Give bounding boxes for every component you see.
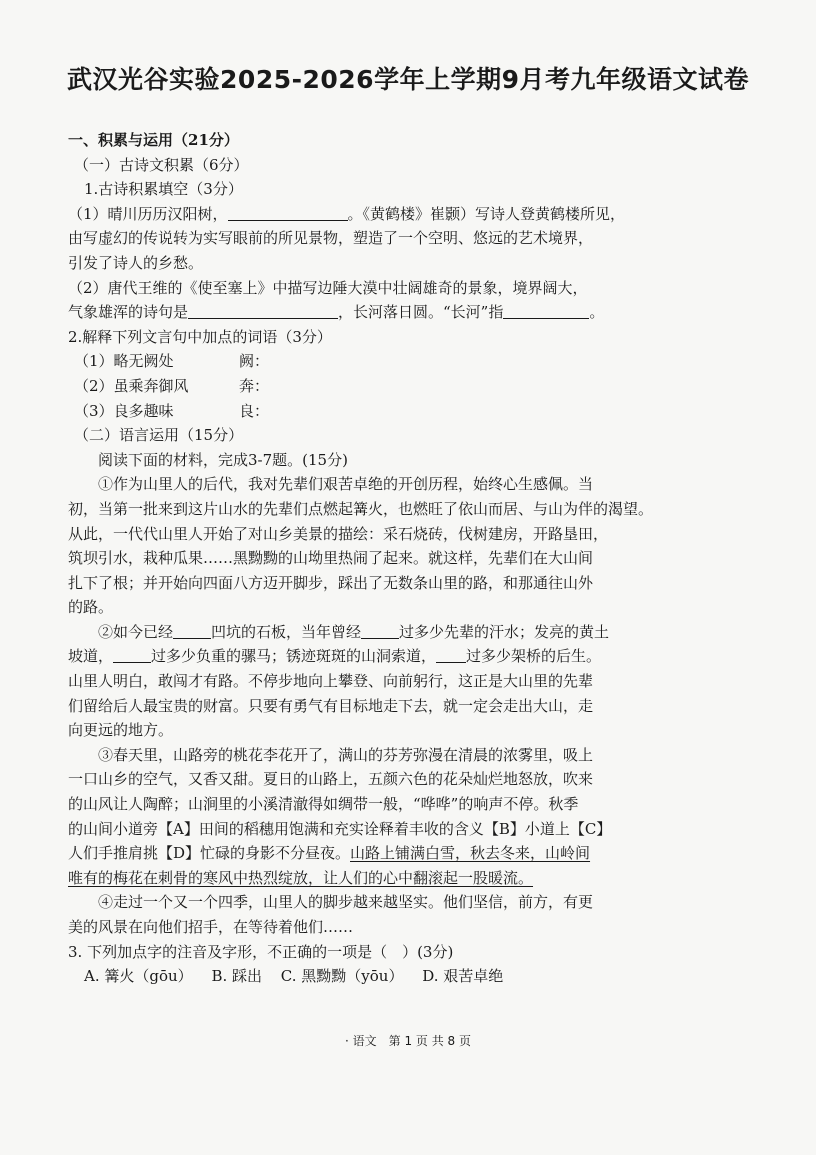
answer-blank[interactable] [173,622,211,639]
question-text: 。《黄鹤楼》崔颢）写诗人登黄鹤楼所见， [347,204,626,223]
word-item-text: （2）虽乘奔御风 [74,376,189,395]
option-a[interactable]: A. 篝火（gōu） [84,967,193,986]
question-heading: 3. 下列加点字的注音及字形，不正确的一项是（ ）(3分) [68,942,454,961]
question-text: 。 [589,303,605,322]
answer-blank[interactable] [436,646,466,663]
answer-blank[interactable] [113,646,151,663]
question-heading: 1.古诗积累填空（3分） [84,180,243,199]
subsection-heading: （二）语言运用（15分） [74,426,244,445]
question-text: 引发了诗人的乡愁。 [68,253,204,272]
passage-line [68,620,748,645]
passage-line: 扎下了根；并开始向四面八方迈开脚步，踩出了无数条山里的路，和那通往山外 [68,573,594,592]
passage-line: 们留给后人最宝贵的财富。只要有勇气有目标地走下去，就一定会走出大山，走 [68,696,594,715]
passage-text: 坡道， [68,647,114,666]
underlined-sentence: 唯有的梅花在刺骨的寒风中热烈绽放，让人们的心中翻滚起一股暖流。 [68,868,534,887]
passage-line: 美的风景在向他们招手，在等待着他们…… [68,918,354,936]
passage-line: 一口山乡的空气，又香又甜。夏日的山路上，五颜六色的花朵灿烂地怒放，吹来 [68,770,594,789]
section-heading: 一、积累与运用（21分） [68,131,239,149]
passage-line: 初，当第一批来到这片山水的先辈们点燃起篝火，也燃旺了依山而居、与山为伴的渴望。 [68,499,654,518]
passage-text: 凹坑的石板，当年曾经 [211,622,362,641]
word-item-label: 阙： [239,352,270,371]
answer-blank[interactable] [228,204,348,221]
answer-blank[interactable] [188,302,338,319]
question-heading: 2.解释下列文言句中加点的词语（3分） [68,327,332,346]
passage-line: ④走过一个又一个四季，山里人的脚步越来越坚实。他们坚信，前方，有更 [98,893,594,912]
question-text: （1）晴川历历汉阳树， [68,204,228,223]
question-text: ，长河落日圆。“长河”指 [338,303,504,322]
passage-text: 过多少负重的骡马；锈迹斑斑的山洞索道， [151,647,437,666]
passage-line: 筑坝引水，栽种瓜果……黑黝黝的山坳里热闹了起来。就这样，先辈们在大山间 [68,549,594,568]
word-item [68,374,748,399]
question-text: （2）唐代王维的《使至塞上》中描写边陲大漠中壮阔雄奇的景象，境界阔大， [68,278,588,297]
word-item [68,399,748,424]
option-d[interactable]: D. 艰苦卓绝 [422,967,504,986]
passage-line: 向更远的地方。 [68,721,174,740]
answer-blank[interactable] [503,302,589,319]
word-item-text: （3）良多趣味 [74,401,174,420]
passage-line: 山里人明白，敢闯才有路。不停步地向上攀登、向前躬行，这正是大山里的先辈 [68,672,594,691]
question-line [68,300,748,325]
passage-line: 的山间小道旁【A】田间的稻穗用饱满和充实诠释着丰收的含义【B】小道上【C】 [68,819,612,838]
reading-instruction: 阅读下面的材料，完成3-7题。(15分) [98,450,348,469]
option-c[interactable]: C. 黑黝黝（yōu） [280,967,404,986]
passage-line: 的山风让人陶醉；山涧里的小溪清澈得如绸带一般，“哗哗”的响声不停。秋季 [68,795,579,814]
option-list [68,964,748,989]
page-footer: · 语文 第 1 页 共 8 页 [345,1034,471,1048]
word-item-label: 奔： [239,376,270,395]
exam-content [68,128,748,989]
underlined-sentence: 山路上铺满白雪，秋去冬来，山岭间 [350,844,591,863]
passage-line: ①作为山里人的后代，我对先辈们艰苦卓绝的开创历程，始终心生感佩。当 [98,475,594,494]
page-title: 武汉光谷实验2025-2026学年上学期9月考九年级语文试卷 [67,65,749,94]
answer-blank[interactable] [361,622,399,639]
passage-line: ③春天里，山路旁的桃花李花开了，满山的芬芳弥漫在清晨的浓雾里，吸上 [98,745,594,764]
question-text: 由写虚幻的传说转为实写眼前的所见景物，塑造了一个空明、悠远的艺术境界， [68,229,594,248]
passage-line [68,841,748,866]
word-item-label: 良： [239,401,270,420]
passage-line: 的路。 [68,598,114,617]
subsection-heading: （一）古诗文积累（6分） [74,155,249,174]
word-item-text: （1）略无阙处 [74,352,174,371]
passage-line: 从此，一代代山里人开始了对山乡美景的描绘：采石烧砖，伐树建房，开路垦田， [68,524,609,543]
question-text: 气象雄浑的诗句是 [68,303,189,322]
option-b[interactable]: B. 踩出 [211,967,263,986]
question-line [68,202,748,227]
passage-line [68,644,748,669]
passage-text: 过多少先辈的汗水；发亮的黄土 [399,622,610,641]
word-item [68,349,748,374]
passage-text: 过多少架桥的后生。 [466,647,602,666]
passage-text: ②如今已经 [98,622,174,641]
passage-text: 人们手推肩挑【D】忙碌的身影不分昼夜。 [68,844,351,863]
